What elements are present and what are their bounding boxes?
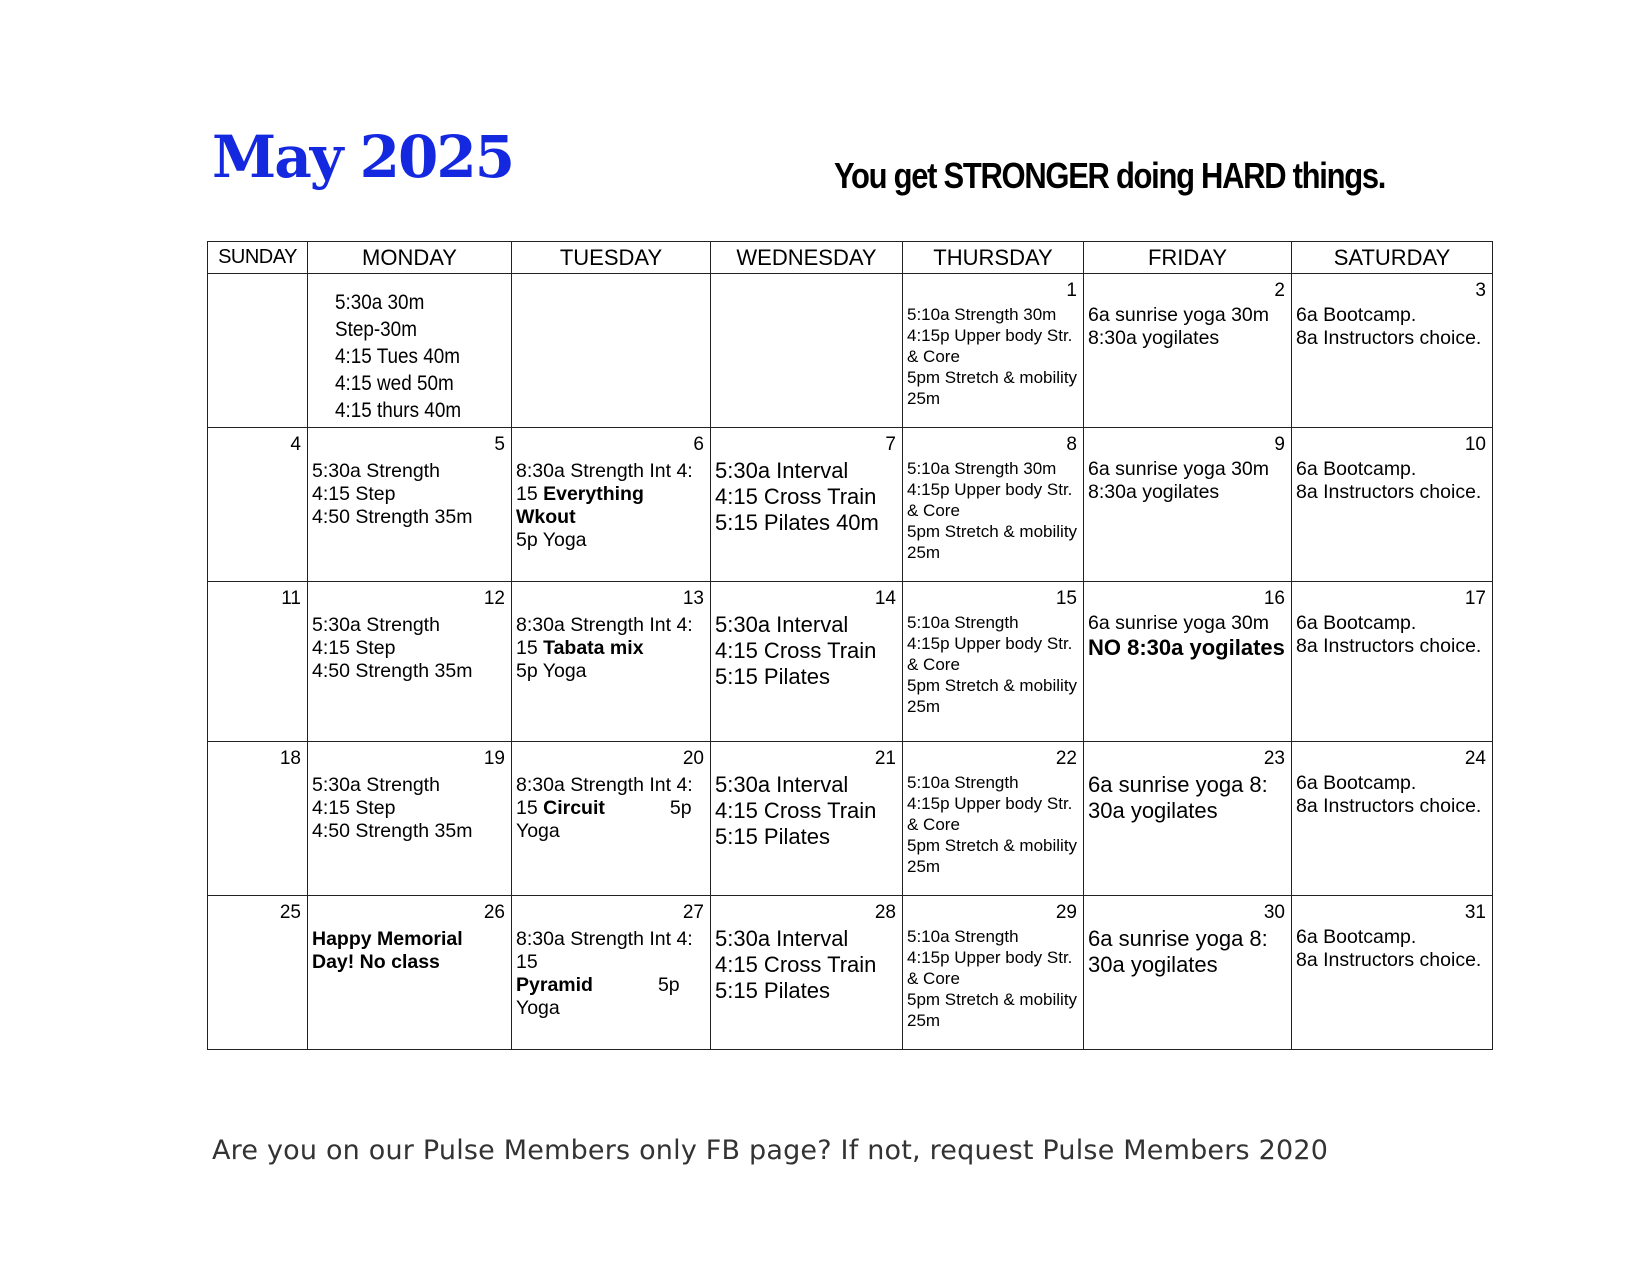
week-row xyxy=(208,274,1493,428)
day-number: 5 xyxy=(494,434,505,455)
featured-class: Everything Wkout xyxy=(516,483,644,528)
featured-class: Pyramid xyxy=(516,974,593,996)
day-schedule: 5:30a Strength 4:15 Step 4:50 Strength 35m xyxy=(312,460,473,528)
day-cell-empty xyxy=(512,274,711,428)
day-cell-1 xyxy=(903,274,1084,428)
day-number: 9 xyxy=(1274,434,1285,455)
day-number: 28 xyxy=(874,902,896,923)
week-row xyxy=(208,742,1493,896)
day-cell-21 xyxy=(711,742,903,896)
day-number: 24 xyxy=(1464,748,1486,769)
day-schedule: 5:30a Interval 4:15 Cross Train 5:15 Pilates xyxy=(715,926,877,1003)
day-number: 21 xyxy=(874,748,896,769)
day-cell-12 xyxy=(308,582,512,742)
day-number: 2 xyxy=(1274,280,1285,301)
monday-class-length-note: 5:30a 30m Step-30m 4:15 Tues 40m 4:15 wed 50m 4:15 thurs 40m xyxy=(335,291,462,422)
weekday-header-sunday: SUNDAY xyxy=(208,242,308,274)
day-number: 8 xyxy=(1066,434,1077,455)
week-row xyxy=(208,896,1493,1050)
day-schedule: 5:30a Strength 4:15 Step 4:50 Strength 35m xyxy=(312,774,473,842)
day-number: 11 xyxy=(281,588,301,609)
schedule-text: 8:30a Strength Int 4: 15 xyxy=(516,774,693,819)
day-cell-15 xyxy=(903,582,1084,742)
day-schedule: 5:10a Strength 4:15p Upper body Str. & Core 5pm Stretch & mobility 25m xyxy=(907,773,1078,876)
schedule-text: 8:30a Strength Int 4: 15 xyxy=(516,460,693,505)
weekday-header-thursday: THURSDAY xyxy=(903,242,1084,274)
day-schedule: 5:10a Strength 30m 4:15p Upper body Str. & Core 5pm Stretch & mobility 25m xyxy=(907,305,1078,408)
day-cell-2 xyxy=(1084,274,1292,428)
schedule-text: 8:30a Strength Int 4: 15 xyxy=(516,928,693,973)
day-schedule: 5:30a Interval 4:15 Cross Train 5:15 Pilates xyxy=(715,772,877,849)
day-cell-31 xyxy=(1292,896,1493,1050)
day-schedule: 6a Bootcamp. 8a Instructors choice. xyxy=(1296,772,1482,817)
day-number: 22 xyxy=(1055,748,1077,769)
month-title: May 2025 xyxy=(212,123,514,191)
day-cell-3 xyxy=(1292,274,1493,428)
day-schedule: 5:10a Strength 4:15p Upper body Str. & Core 5pm Stretch & mobility 25m xyxy=(907,613,1078,716)
day-schedule: 6a sunrise yoga 8: 30a yogilates xyxy=(1088,926,1268,977)
day-cell-7 xyxy=(711,428,903,582)
day-cell-20 xyxy=(512,742,711,896)
day-schedule: 6a sunrise yoga 30m 8:30a yogilates xyxy=(1088,304,1270,349)
day-schedule: 6a sunrise yoga 8: 30a yogilates xyxy=(1088,772,1268,823)
day-schedule xyxy=(516,774,706,843)
day-number: 1 xyxy=(1066,280,1077,301)
schedule-text: 5p Yoga xyxy=(516,797,692,842)
day-number: 23 xyxy=(1263,748,1285,769)
schedule-text: 8:30a Strength Int 4: 15 xyxy=(516,614,693,659)
day-cell-empty xyxy=(711,274,903,428)
day-schedule: 6a sunrise yoga 30m 8:30a yogilates xyxy=(1088,458,1270,503)
weekday-header-wednesday: WEDNESDAY xyxy=(711,242,903,274)
day-cell-23 xyxy=(1084,742,1292,896)
holiday-notice: Happy Memorial Day! No class xyxy=(312,928,463,973)
day-cell-empty xyxy=(308,274,512,428)
day-cell-empty xyxy=(208,274,308,428)
day-number: 25 xyxy=(279,902,301,923)
day-number: 4 xyxy=(290,434,301,455)
week-row xyxy=(208,582,1493,742)
featured-class: Circuit xyxy=(543,797,605,819)
day-cell-13 xyxy=(512,582,711,742)
calendar-grid xyxy=(207,241,1493,1050)
day-cell-16 xyxy=(1084,582,1292,742)
schedule-text: 5p Yoga xyxy=(516,660,587,682)
day-schedule: 6a Bootcamp. 8a Instructors choice. xyxy=(1296,612,1482,657)
day-cell-17 xyxy=(1292,582,1493,742)
day-number: 10 xyxy=(1464,434,1486,455)
day-schedule: 5:10a Strength 30m 4:15p Upper body Str. & Core 5pm Stretch & mobility 25m xyxy=(907,459,1078,562)
day-cell-26 xyxy=(308,896,512,1050)
weekday-header-saturday: SATURDAY xyxy=(1292,242,1493,274)
day-number: 26 xyxy=(483,902,505,923)
day-cell-30 xyxy=(1084,896,1292,1050)
day-schedule: 6a Bootcamp. 8a Instructors choice. xyxy=(1296,458,1482,503)
day-number: 27 xyxy=(682,902,704,923)
day-cell-19 xyxy=(308,742,512,896)
featured-class: Tabata mix xyxy=(543,637,644,659)
day-cell-11 xyxy=(208,582,308,742)
motto-text: You get STRONGER doing HARD things. xyxy=(834,155,1386,196)
day-number: 30 xyxy=(1263,902,1285,923)
day-schedule: 5:30a Strength 4:15 Step 4:50 Strength 35m xyxy=(312,614,473,682)
day-number: 19 xyxy=(483,748,505,769)
day-schedule: 5:30a Interval 4:15 Cross Train 5:15 Pilates 40m xyxy=(715,458,879,535)
day-schedule xyxy=(516,460,706,552)
weekday-header-monday: MONDAY xyxy=(308,242,512,274)
day-cell-4 xyxy=(208,428,308,582)
day-number: 3 xyxy=(1475,280,1486,301)
schedule-text: 5p Yoga xyxy=(516,529,587,551)
day-cell-22 xyxy=(903,742,1084,896)
weekday-header-friday: FRIDAY xyxy=(1084,242,1292,274)
day-cell-14 xyxy=(711,582,903,742)
day-cell-25 xyxy=(208,896,308,1050)
day-number: 16 xyxy=(1263,588,1285,609)
day-cell-28 xyxy=(711,896,903,1050)
day-cell-5 xyxy=(308,428,512,582)
day-number: 6 xyxy=(693,434,704,455)
day-schedule: 5:10a Strength 4:15p Upper body Str. & Core 5pm Stretch & mobility 25m xyxy=(907,927,1078,1030)
day-cell-9 xyxy=(1084,428,1292,582)
weekday-header-tuesday: TUESDAY xyxy=(512,242,711,274)
day-schedule: 6a Bootcamp. 8a Instructors choice. xyxy=(1296,304,1482,349)
day-cell-6 xyxy=(512,428,711,582)
weekday-header-row xyxy=(208,242,1493,274)
day-schedule xyxy=(516,614,706,683)
day-cell-8 xyxy=(903,428,1084,582)
day-cell-29 xyxy=(903,896,1084,1050)
day-number: 13 xyxy=(682,588,704,609)
week-row xyxy=(208,428,1493,582)
day-number: 15 xyxy=(1055,588,1077,609)
day-number: 31 xyxy=(1464,902,1486,923)
day-cell-10 xyxy=(1292,428,1493,582)
day-number: 7 xyxy=(885,434,896,455)
day-schedule xyxy=(516,928,706,1020)
day-cell-27 xyxy=(512,896,711,1050)
day-cell-24 xyxy=(1292,742,1493,896)
day-number: 17 xyxy=(1464,588,1486,609)
day-number: 29 xyxy=(1055,902,1077,923)
day-number: 18 xyxy=(279,748,301,769)
schedule-text: 6a sunrise yoga 30m xyxy=(1088,612,1270,634)
day-schedule xyxy=(312,928,507,974)
schedule-text: 5p Yoga xyxy=(516,974,680,1019)
footer-note: Are you on our Pulse Members only FB page? If not, request Pulse Members 2020 xyxy=(212,1135,1329,1166)
day-number: 20 xyxy=(682,748,704,769)
day-cell-18 xyxy=(208,742,308,896)
day-schedule: 6a Bootcamp. 8a Instructors choice. xyxy=(1296,926,1482,971)
day-number: 14 xyxy=(874,588,896,609)
day-number: 12 xyxy=(483,588,505,609)
day-schedule xyxy=(1088,612,1287,661)
class-cancellation-notice: NO 8:30a yogilates xyxy=(1088,635,1285,660)
day-schedule: 5:30a Interval 4:15 Cross Train 5:15 Pilates xyxy=(715,612,877,689)
